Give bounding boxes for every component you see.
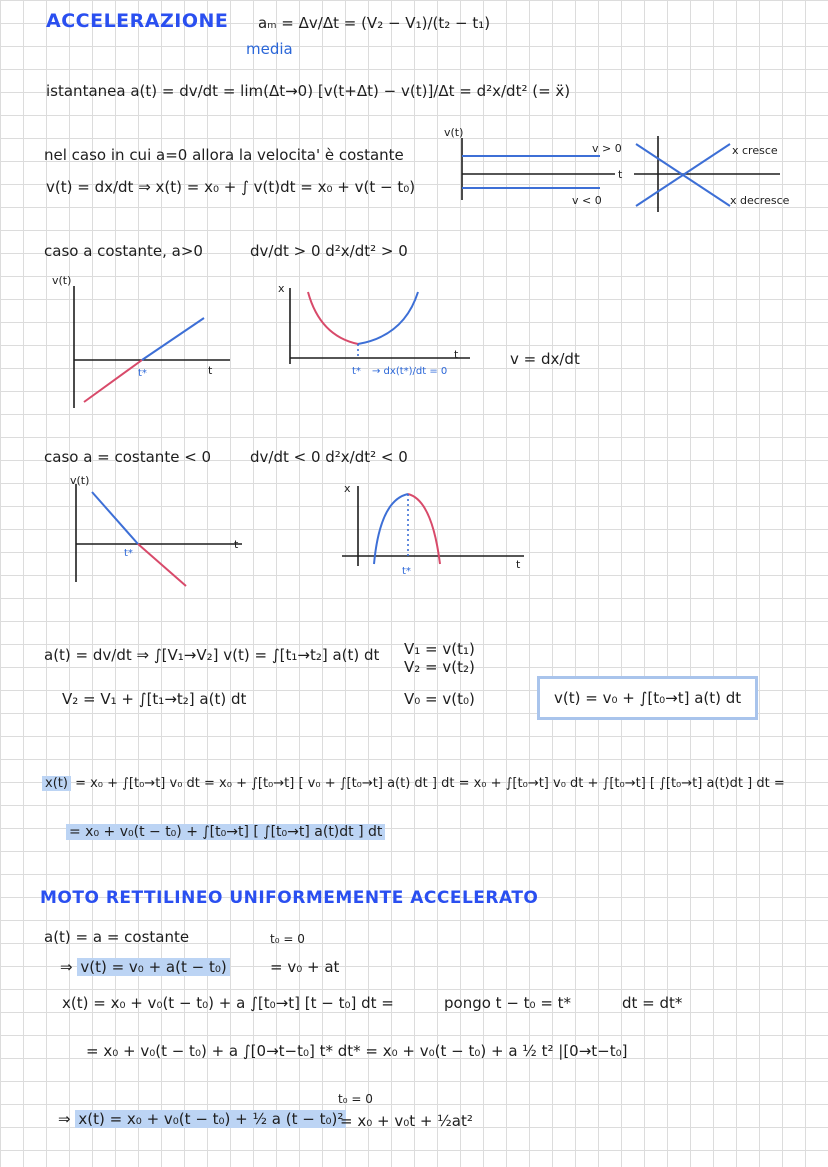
eq-v1-def: V₁ = v(t₁) (404, 640, 475, 658)
eq-v-dx-dt: v = dx/dt (510, 350, 580, 368)
graph-a0-positive: v > 0 (592, 142, 622, 155)
graph-pos-x-xlabel: t (454, 348, 459, 361)
graph-velocity-decreasing (58, 474, 258, 590)
eq-moto-velocity-line (60, 958, 230, 976)
text-a-zero: nel caso in cui a=0 allora la velocita' è costante (44, 146, 404, 164)
eq-moto-t0-zero-1: t₀ = 0 (270, 932, 305, 946)
graph-a0-ylabel: v(t) (444, 126, 464, 139)
eq-x-line2: = x₀ + v₀(t − t₀) + ∫[t₀→t] [ ∫[t₀→t] a(t)dt ] dt (66, 824, 385, 840)
eq-moto-substitution: pongo t − t₀ = t* (444, 994, 572, 1012)
graph-neg-v-ylabel: v(t) (70, 474, 90, 487)
graph-a0-negative: v < 0 (572, 194, 602, 207)
graph-position-parabola-up (270, 282, 490, 392)
eq-a-zero: v(t) = dx/dt ⇒ x(t) = x₀ + ∫ v(t)dt = x₀ + v(t − t₀) (46, 178, 416, 196)
text-case-positive: caso a costante, a>0 (44, 242, 203, 260)
eq-moto-position-simplified: = x₀ + v₀t + ½at² (340, 1112, 473, 1130)
eq-v2-def: V₂ = v(t₂) (404, 658, 475, 676)
graph-position-parabola-down (332, 480, 532, 584)
eq-x-line1: = x₀ + ∫[t₀→t] v₀ dt = x₀ + ∫[t₀→t] [ v₀ + ∫[t₀→t] a(t) dt ] dt = x₀ + ∫[t₀→t] v₀ dt + ∫[t₀→t] [ ∫[t₀→t] a(t)dt ] dt = (70, 776, 785, 791)
graph-x-up-label: x cresce (732, 144, 778, 157)
graph-position-linear (630, 132, 820, 214)
eq-accel-istantanea: istantanea a(t) = dv/dt = lim(Δt→0) [v(t+Δt) − v(t)]/Δt = d²x/dt² (= ẍ) (46, 82, 571, 100)
section-title-accelerazione: ACCELERAZIONE (46, 10, 229, 32)
eq-moto-position-final-line (58, 1110, 346, 1128)
graph-neg-x-ylabel: x (344, 482, 351, 495)
eq-moto-position: x(t) = x₀ + v₀(t − t₀) + a ∫[t₀→t] [t − t₀] dt = (62, 994, 394, 1012)
eq-v2-result: V₂ = V₁ + ∫[t₁→t₂] a(t) dt (62, 690, 247, 708)
eq-moto-position-final: x(t) = x₀ + v₀(t − t₀) + ½ a (t − t₀)² (75, 1110, 346, 1128)
eq-velocity-boxed: v(t) = v₀ + ∫[t₀→t] a(t) dt (537, 676, 758, 720)
section-title-moto: MOTO RETTILINEO UNIFORMEMENTE ACCELERATO (40, 888, 539, 908)
eq-position-integral-line2 (66, 824, 385, 840)
graph-x-down-label: x decresce (730, 194, 790, 207)
graph-neg-v-xlabel: t (234, 538, 239, 551)
eq-position-integral-line1 (42, 776, 785, 791)
eq-moto-arrow: ⇒ (60, 958, 73, 976)
graph-velocity-constant (440, 128, 640, 208)
graph-neg-x-xlabel: t (516, 558, 521, 571)
eq-moto-position-integral: = x₀ + v₀(t − t₀) + a ∫[0→t−t₀] t* dt* = x₀ + v₀(t − t₀) + a ½ t² |[0→t−t₀] (86, 1042, 628, 1060)
graph-neg-x-point: t* (402, 566, 411, 577)
eq-integral-velocity: a(t) = dv/dt ⇒ ∫[V₁→V₂] v(t) = ∫[t₁→t₂] a(t) dt (44, 646, 380, 664)
graph-pos-v-point: t* (138, 368, 147, 379)
graph-neg-v-point: t* (124, 548, 133, 559)
eq-v0-def: V₀ = v(t₀) (404, 690, 475, 708)
eq-moto-velocity: v(t) = v₀ + a(t − t₀) (77, 958, 229, 976)
graph-pos-x-ylabel: x (278, 282, 285, 295)
text-case-negative: caso a = costante < 0 (44, 448, 212, 466)
eq-case-negative: dv/dt < 0 d²x/dt² < 0 (250, 448, 408, 466)
eq-moto-dt: dt = dt* (622, 994, 683, 1012)
eq-moto-velocity-simplified: = v₀ + at (270, 958, 340, 976)
eq-x-prefix-highlight: x(t) (42, 776, 71, 791)
graph-a0-xlabel: t (618, 168, 623, 181)
eq-moto-arrow-2: ⇒ (58, 1110, 71, 1128)
graph-pos-v-ylabel: v(t) (52, 274, 72, 287)
graph-velocity-increasing (42, 274, 242, 414)
eq-moto-t0-zero-2: t₀ = 0 (338, 1092, 373, 1106)
label-media: media (246, 40, 293, 58)
graph-pos-x-note: → dx(t*)/dt = 0 (372, 366, 448, 377)
eq-accel-media: aₘ = Δv/Δt = (V₂ − V₁)/(t₂ − t₁) (258, 14, 491, 32)
graph-pos-v-xlabel: t (208, 364, 213, 377)
eq-case-positive: dv/dt > 0 d²x/dt² > 0 (250, 242, 408, 260)
graph-pos-x-point: t* (352, 366, 361, 377)
eq-moto-a-constant: a(t) = a = costante (44, 928, 190, 946)
